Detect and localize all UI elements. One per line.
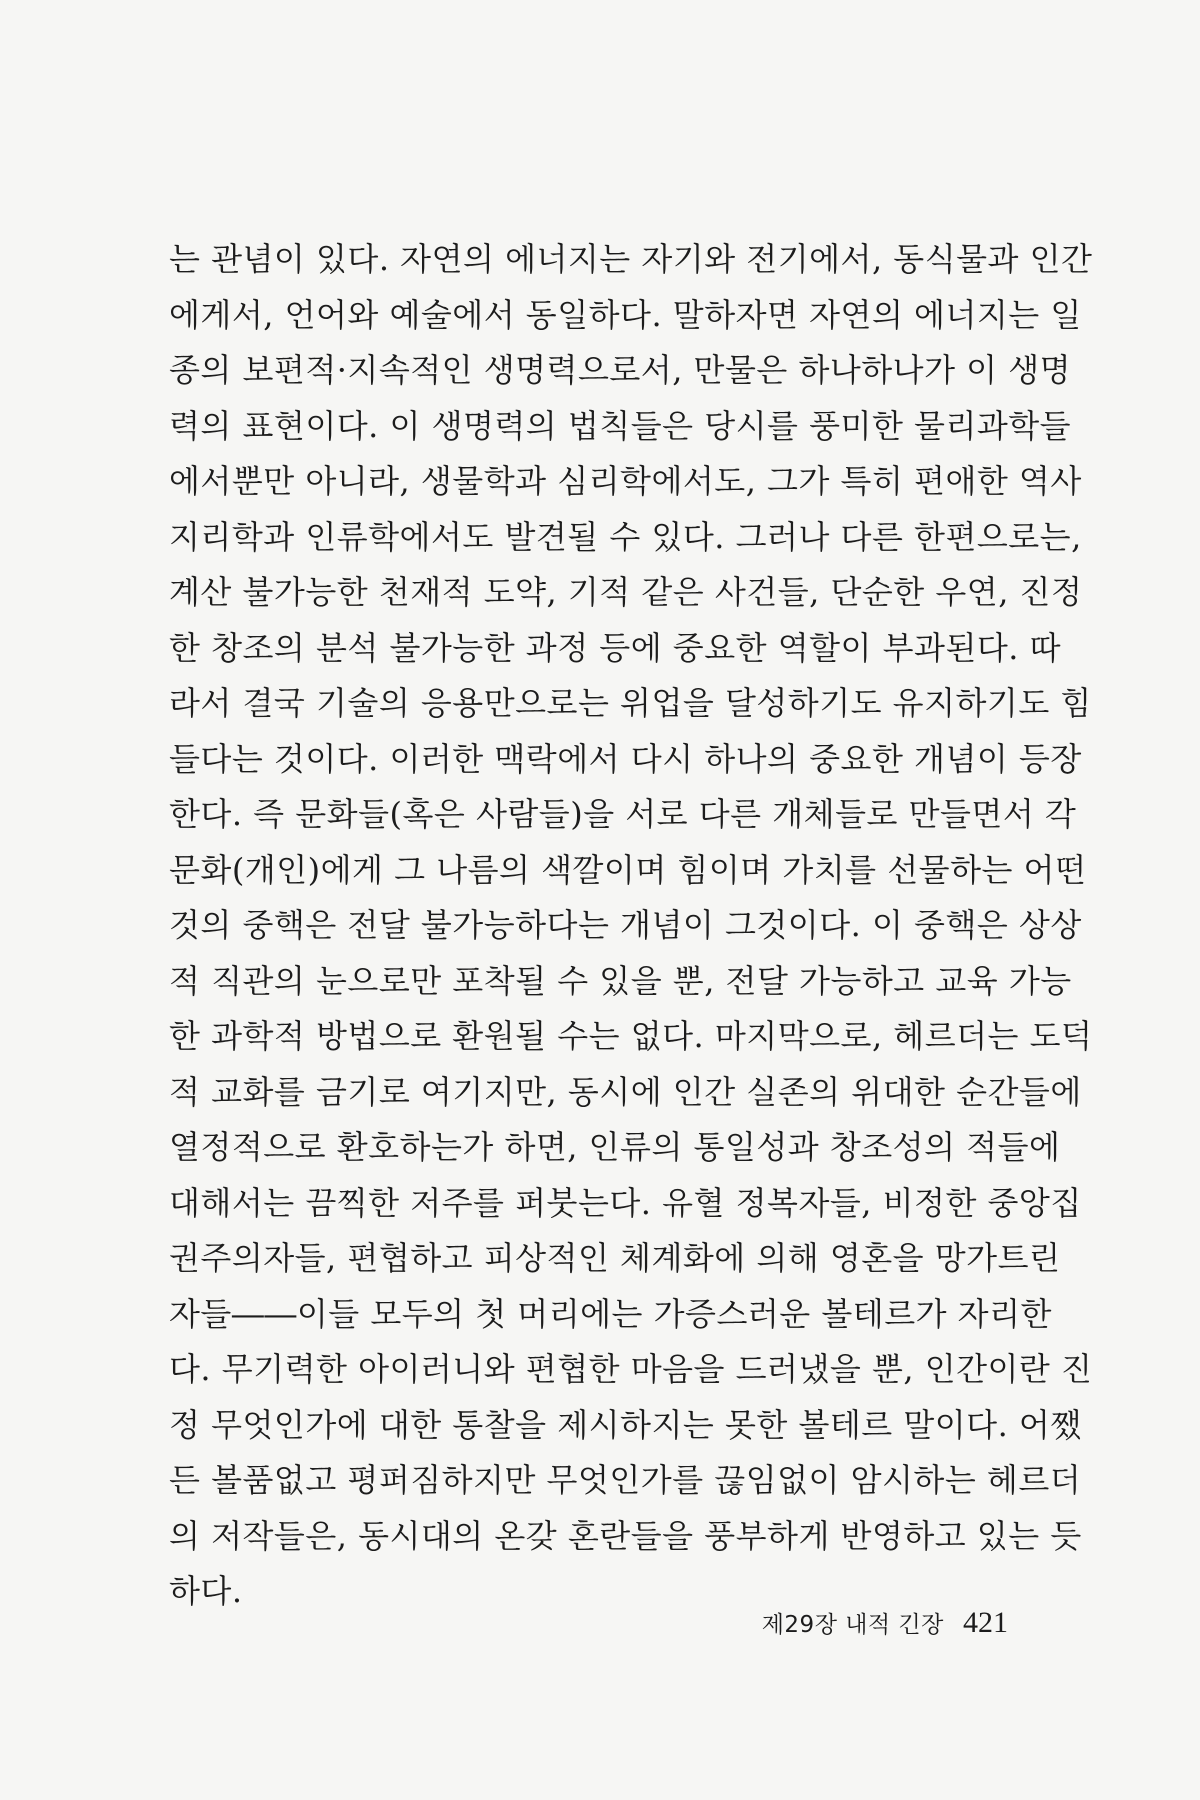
text-line: 종의 보편적·지속적인 생명력으로서, 만물은 하나하나가 이 생명 bbox=[169, 351, 1072, 389]
text-line: 열정적으로 환호하는가 하면, 인류의 통일성과 창조성의 적들에 bbox=[169, 1128, 1061, 1166]
text-line: 든 볼품없고 평퍼짐하지만 무엇인가를 끊임없이 암시하는 헤르더 bbox=[169, 1461, 1082, 1499]
text-line: 의 저작들은, 동시대의 온갖 혼란들을 풍부하게 반영하고 있는 듯 bbox=[169, 1516, 1082, 1555]
page-number: 421 bbox=[963, 1606, 1008, 1639]
text-line: 권주의자들, 편협하고 피상적인 체계화에 의해 영혼을 망가트린 bbox=[169, 1239, 1061, 1277]
text-line: 한 과학적 방법으로 환원될 수는 없다. 마지막으로, 헤르더는 도덕 bbox=[169, 1017, 1093, 1055]
text-line: 계산 불가능한 천재적 도약, 기적 같은 사건들, 단순한 우연, 진정 bbox=[169, 573, 1083, 611]
text-line: 문화(개인)에게 그 나름의 색깔이며 힘이며 가치를 선물하는 어떤 bbox=[169, 850, 1087, 889]
text-line: 적 교화를 금기로 여기지만, 동시에 인간 실존의 위대한 순간들에 bbox=[169, 1072, 1082, 1111]
text-line: 들다는 것이다. 이러한 맥락에서 다시 하나의 중요한 개념이 등장 bbox=[169, 739, 1082, 778]
body-text bbox=[169, 232, 1093, 1620]
text-line: 력의 표현이다. 이 생명력의 법칙들은 당시를 풍미한 물리과학들 bbox=[169, 406, 1072, 445]
text-line-last: 하다. bbox=[169, 1572, 243, 1610]
text-line: 한 창조의 분석 불가능한 과정 등에 중요한 역할이 부과된다. 따 bbox=[169, 628, 1062, 667]
text-line: 것의 중핵은 전달 불가능하다는 개념이 그것이다. 이 중핵은 상상 bbox=[169, 906, 1082, 944]
text-line: 대해서는 끔찍한 저주를 퍼붓는다. 유혈 정복자들, 비정한 중앙집 bbox=[169, 1183, 1082, 1222]
text-line: 에게서, 언어와 예술에서 동일하다. 말하자면 자연의 에너지는 일 bbox=[169, 295, 1082, 334]
running-head: 제29장 내적 긴장 bbox=[761, 1612, 944, 1638]
text-line: 적 직관의 눈으로만 포착될 수 있을 뿐, 전달 가능하고 교육 가능 bbox=[169, 961, 1072, 1000]
text-line: 는 관념이 있다. 자연의 에너지는 자기와 전기에서, 동식물과 인간 bbox=[169, 240, 1093, 278]
text-line: 라서 결국 기술의 응용만으로는 위업을 달성하기도 유지하기도 힘 bbox=[169, 684, 1092, 722]
page-footer bbox=[762, 1603, 1008, 1643]
text-line: 지리학과 인류학에서도 발견될 수 있다. 그러나 다른 한편으로는, bbox=[169, 517, 1082, 556]
text-line: 한다. 즉 문화들(혹은 사람들)을 서로 다른 개체들로 만들면서 각 bbox=[169, 795, 1077, 833]
text-line: 에서뿐만 아니라, 생물학과 심리학에서도, 그가 특히 편애한 역사 bbox=[169, 462, 1082, 500]
text-line: 다. 무기력한 아이러니와 편협한 마음을 드러냈을 뿐, 인간이란 진 bbox=[169, 1350, 1093, 1388]
text-line: 자들――이들 모두의 첫 머리에는 가증스러운 볼테르가 자리한 bbox=[169, 1294, 1052, 1333]
text-line: 정 무엇인가에 대한 통찰을 제시하지는 못한 볼테르 말이다. 어쨌 bbox=[169, 1405, 1082, 1444]
